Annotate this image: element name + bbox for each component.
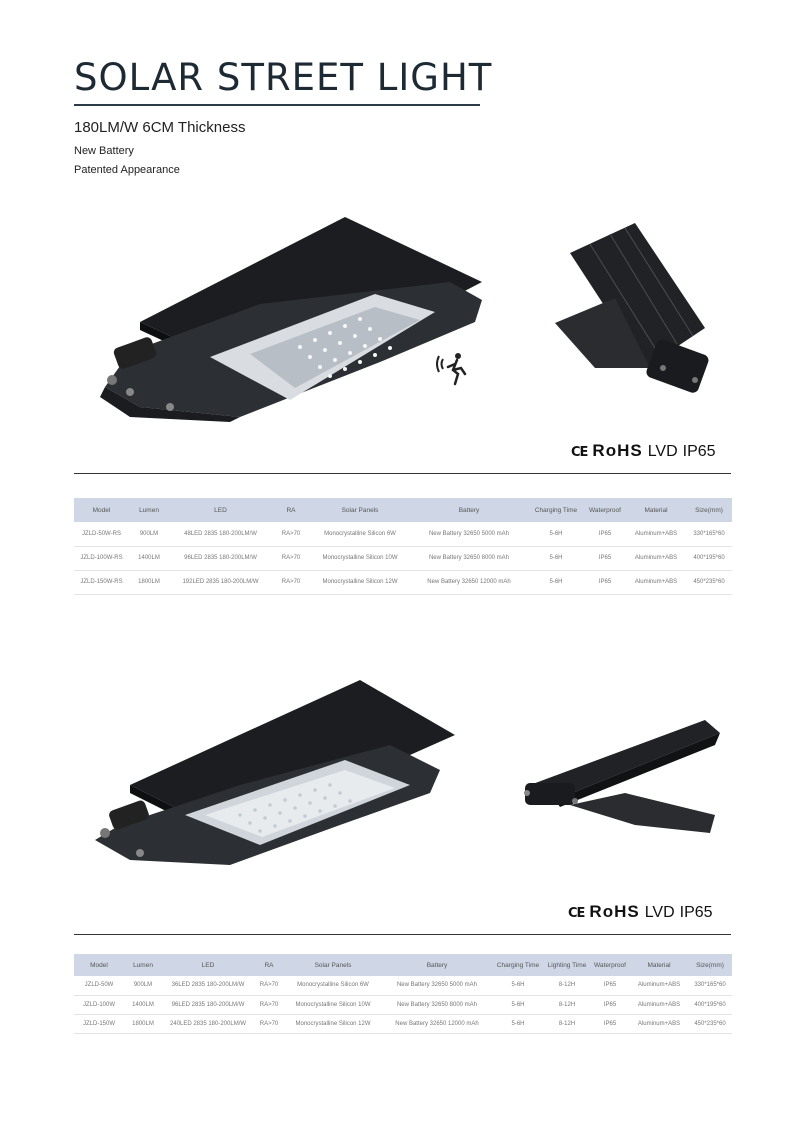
- table-cell: 450*235*60: [688, 1014, 732, 1033]
- header-waterproof: Waterproof: [584, 498, 626, 522]
- header-ra: RA: [254, 954, 284, 976]
- table-row: [74, 522, 732, 546]
- title-underline: [74, 104, 480, 106]
- feature-patented-appearance: Patented Appearance: [74, 164, 180, 176]
- ce-mark: CE: [568, 906, 585, 921]
- table-cell: 5-6H: [492, 976, 544, 995]
- table-cell: JZLD-50W: [74, 976, 124, 995]
- table-cell: RA>70: [254, 1014, 284, 1033]
- table-cell: 240LED 2835 180-200LM/W: [162, 1014, 254, 1033]
- table-cell: 400*195*60: [688, 995, 732, 1014]
- table-cell: IP65: [584, 546, 626, 570]
- table-cell: 36LED 2835 180-200LM/W: [162, 976, 254, 995]
- table-cell: IP65: [590, 976, 630, 995]
- table-row: [74, 570, 732, 594]
- table-row: [74, 995, 732, 1014]
- table-cell: New Battery 32650 5000 mAh: [410, 522, 528, 546]
- table-cell: Monocrystalline Silicon 10W: [310, 546, 410, 570]
- product-image-bottom: [90, 675, 460, 870]
- header-size: Size(mm): [686, 498, 732, 522]
- table-row: [74, 1014, 732, 1033]
- spec-table-standard: [74, 954, 732, 1034]
- table-cell: Monocrystalline Silicon 6W: [310, 522, 410, 546]
- product-image-top: [90, 212, 490, 437]
- table-cell: IP65: [584, 570, 626, 594]
- table-cell: RA>70: [254, 995, 284, 1014]
- table-cell: 1400LM: [129, 546, 169, 570]
- solar-panel-image-top: [555, 218, 725, 400]
- header-charging-time: Charging Time: [492, 954, 544, 976]
- table-cell: Aluminum+ABS: [630, 1014, 688, 1033]
- table-cell: JZLD-150W-RS: [74, 570, 129, 594]
- certifications-row-bottom: [568, 902, 713, 922]
- header-battery: Battery: [382, 954, 492, 976]
- lvd-mark: LVD: [644, 904, 675, 921]
- rohs-mark: RoHS: [592, 441, 643, 460]
- motion-sensor-icon: [434, 350, 470, 388]
- header-lumen: Lumen: [124, 954, 162, 976]
- table-cell: 330*165*60: [686, 522, 732, 546]
- header-model: Model: [74, 498, 129, 522]
- table-cell: New Battery 32650 5000 mAh: [382, 976, 492, 995]
- header-ra: RA: [272, 498, 310, 522]
- table-cell: 400*195*60: [686, 546, 732, 570]
- header-model: Model: [74, 954, 124, 976]
- header-size: Size(mm): [688, 954, 732, 976]
- solar-panel-image-bottom: [515, 715, 720, 835]
- table-row: [74, 546, 732, 570]
- header-solar-panels: Solar Panels: [310, 498, 410, 522]
- table-cell: Monocrystalline Silicon 12W: [284, 1014, 382, 1033]
- table-cell: Aluminum+ABS: [626, 546, 686, 570]
- lvd-mark: LVD: [647, 443, 678, 460]
- header-solar-panels: Solar Panels: [284, 954, 382, 976]
- table-cell: 450*235*60: [686, 570, 732, 594]
- divider-bottom: [74, 934, 731, 935]
- header-material: Material: [630, 954, 688, 976]
- header-charging-time: Charging Time: [528, 498, 584, 522]
- subtitle: 180LM/W 6CM Thickness: [74, 119, 246, 136]
- table-cell: Aluminum+ABS: [630, 995, 688, 1014]
- table-cell: 1800LM: [129, 570, 169, 594]
- table-cell: 8-12H: [544, 995, 590, 1014]
- table-cell: New Battery 32650 8000 mAh: [382, 995, 492, 1014]
- table-cell: Aluminum+ABS: [626, 570, 686, 594]
- table-cell: Monocrystalline Silicon 6W: [284, 976, 382, 995]
- header-lumen: Lumen: [129, 498, 169, 522]
- table-cell: Monocrystalline Silicon 12W: [310, 570, 410, 594]
- table-cell: New Battery 32650 12000 mAh: [410, 570, 528, 594]
- table-cell: JZLD-100W: [74, 995, 124, 1014]
- table-cell: Aluminum+ABS: [626, 522, 686, 546]
- header-waterproof: Waterproof: [590, 954, 630, 976]
- table-cell: 900LM: [124, 976, 162, 995]
- table-cell: 5-6H: [528, 522, 584, 546]
- ip-rating: IP65: [682, 443, 716, 460]
- header-led: LED: [162, 954, 254, 976]
- table-cell: RA>70: [272, 570, 310, 594]
- table-cell: 330*165*60: [688, 976, 732, 995]
- page-title: SOLAR STREET LIGHT: [74, 56, 493, 99]
- table-cell: IP65: [584, 522, 626, 546]
- table-cell: 900LM: [129, 522, 169, 546]
- spec-table-rs: [74, 498, 732, 595]
- table-cell: 96LED 2835 180-200LM/W: [162, 995, 254, 1014]
- table-cell: 5-6H: [492, 995, 544, 1014]
- table-cell: New Battery 32650 12000 mAh: [382, 1014, 492, 1033]
- header-lighting-time: Lighting Time: [544, 954, 590, 976]
- header-battery: Battery: [410, 498, 528, 522]
- table-cell: JZLD-100W-RS: [74, 546, 129, 570]
- table-cell: 5-6H: [528, 546, 584, 570]
- table-row: [74, 976, 732, 995]
- table-cell: 192LED 2835 180-200LM/W: [169, 570, 272, 594]
- header-material: Material: [626, 498, 686, 522]
- table-cell: 1400LM: [124, 995, 162, 1014]
- header-led: LED: [169, 498, 272, 522]
- ce-mark: CE: [571, 445, 588, 460]
- table-cell: IP65: [590, 1014, 630, 1033]
- table-cell: JZLD-50W-RS: [74, 522, 129, 546]
- table-cell: RA>70: [272, 546, 310, 570]
- table-cell: 1800LM: [124, 1014, 162, 1033]
- table-cell: Monocrystalline Silicon 10W: [284, 995, 382, 1014]
- rohs-mark: RoHS: [589, 902, 640, 921]
- divider-top: [74, 473, 731, 474]
- table-cell: 96LED 2835 180-200LM/W: [169, 546, 272, 570]
- table-cell: 5-6H: [528, 570, 584, 594]
- feature-new-battery: New Battery: [74, 145, 134, 157]
- table-cell: RA>70: [254, 976, 284, 995]
- table-cell: New Battery 32650 8000 mAh: [410, 546, 528, 570]
- table-cell: 8-12H: [544, 1014, 590, 1033]
- table-cell: 5-6H: [492, 1014, 544, 1033]
- table-cell: IP65: [590, 995, 630, 1014]
- table-cell: 8-12H: [544, 976, 590, 995]
- table-cell: RA>70: [272, 522, 310, 546]
- table-cell: JZLD-150W: [74, 1014, 124, 1033]
- certifications-row-top: [571, 441, 716, 461]
- table-cell: 48LED 2835 180-200LM/W: [169, 522, 272, 546]
- table-cell: Aluminum+ABS: [630, 976, 688, 995]
- ip-rating: IP65: [679, 904, 713, 921]
